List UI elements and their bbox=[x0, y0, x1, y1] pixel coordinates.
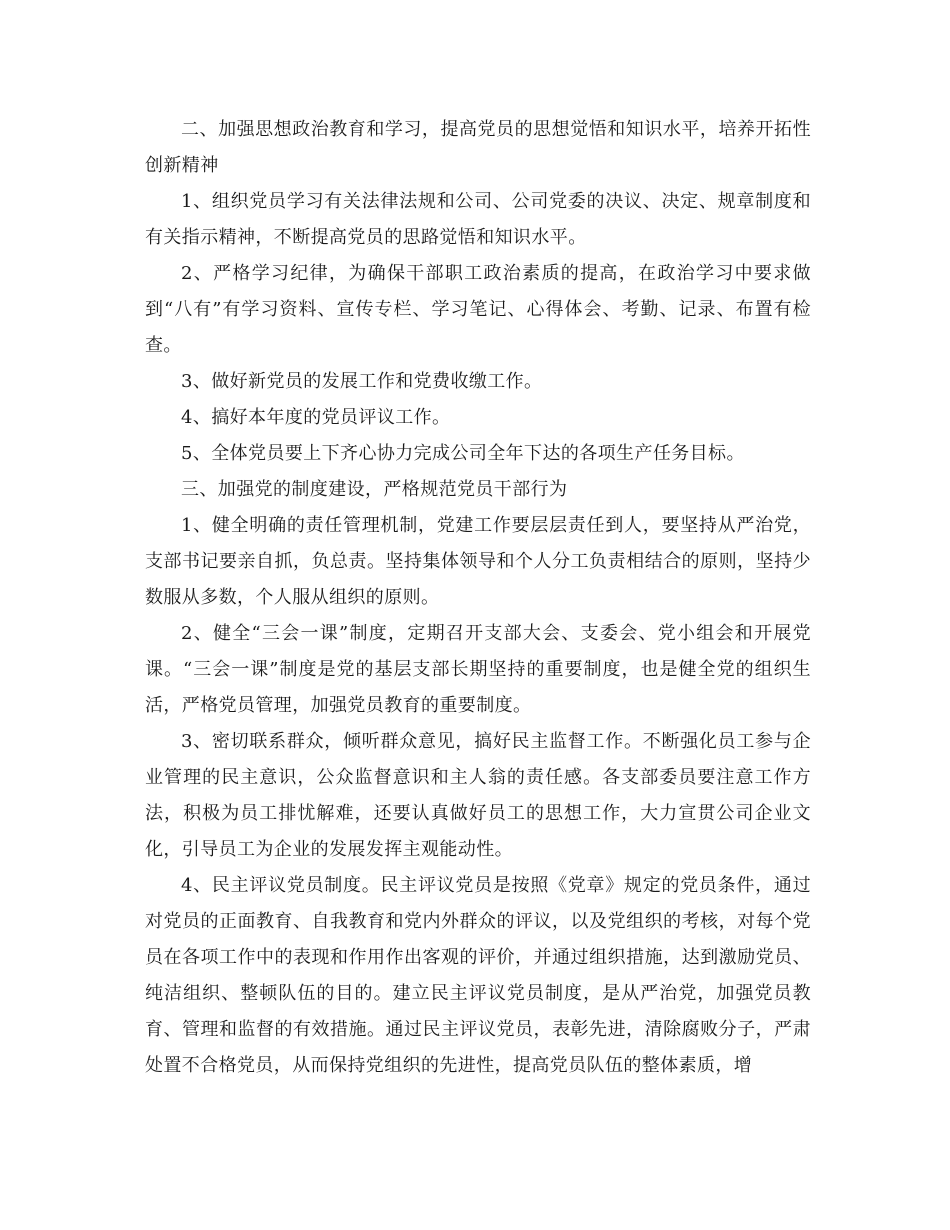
paragraph-item-3: 3、密切联系群众，倾听群众意见，搞好民主监督工作。不断强化员工参与企业管理的民主意识，公众监督意识和主人翁的责任感。各支部委员要注意工作方法，积极为员工排忧解难，还要认真做好员工的思想工作，大力宣贯公司企业文化，引导员工为企业的发展发挥主观能动性。 bbox=[145, 731, 811, 860]
section-heading-three: 三、加强党的制度建设，严格规范党员干部行为 bbox=[181, 479, 568, 500]
paragraph-item-3: 3、做好新党员的发展工作和党费收缴工作。 bbox=[181, 371, 543, 392]
paragraph-item-2: 2、健全“三会一课”制度，定期召开支部大会、支委会、党小组会和开展党课。“三会一课”制度是党的基层支部长期坚持的重要制度，也是健全党的组织生活，严格党员管理，加强党员教育的重要制度。 bbox=[145, 623, 811, 716]
paragraph-item-4: 4、民主评议党员制度。民主评议党员是按照《党章》规定的党员条件，通过对党员的正面教育、自我教育和党内外群众的评议，以及党组织的考核，对每个党员在各项工作中的表现和作用作出客观的评价，并通过组织措施，达到激励党员、纯洁组织、整顿队伍的目的。建立民主评议党员制度，是从严治党，加强党员教育、管理和监督的有效措施。通过民主评议党员，表彰先进，清除腐败分子，严肃处置不合格党员，从而保持党组织的先进性，提高党员队伍的整体素质，增 bbox=[145, 875, 811, 1076]
paragraph-item-1: 1、组织党员学习有关法律法规和公司、公司党委的决议、决定、规章制度和有关指示精神，不断提高党员的思路觉悟和知识水平。 bbox=[145, 191, 811, 248]
paragraph-item-1: 1、健全明确的责任管理机制，党建工作要层层责任到人，要坚持从严治党，支部书记要亲自抓，负总责。坚持集体领导和个人分工负责相结合的原则，坚持少数服从多数，个人服从组织的原则。 bbox=[145, 515, 811, 608]
paragraph-item-2: 2、严格学习纪律，为确保干部职工政治素质的提高，在政治学习中要求做到“八有”有学习资料、宣传专栏、学习笔记、心得体会、考勤、记录、布置有检查。 bbox=[145, 263, 811, 356]
section-heading-two: 二、加强思想政治教育和学习，提高党员的思想觉悟和知识水平，培养开拓性创新精神 bbox=[145, 119, 811, 176]
paragraph-item-5: 5、全体党员要上下齐心协力完成公司全年下达的各项生产任务目标。 bbox=[181, 443, 745, 464]
paragraph-item-4: 4、搞好本年度的党员评议工作。 bbox=[181, 407, 451, 428]
document-body bbox=[145, 112, 811, 1084]
